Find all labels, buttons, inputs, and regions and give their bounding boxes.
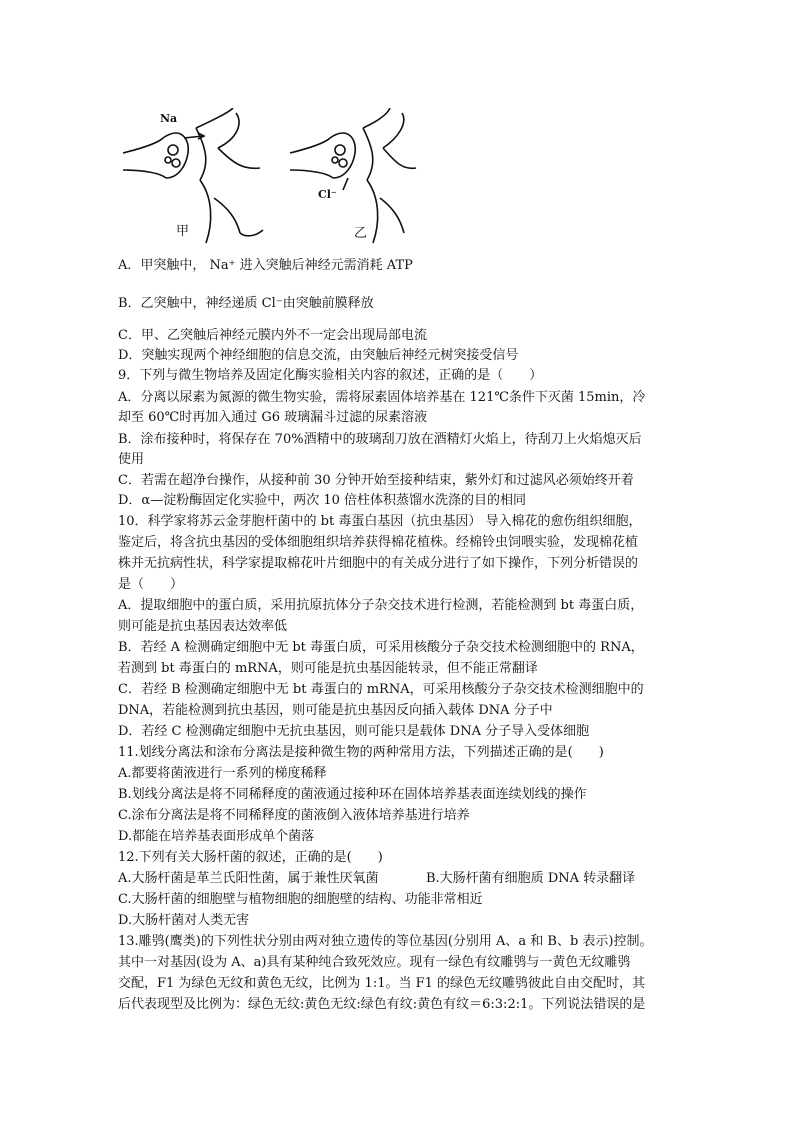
q11-option-d: D.都能在培养基表面形成单个菌落: [118, 829, 315, 844]
na-label: Na: [160, 112, 178, 125]
q8-option-c: C．甲、乙突触后神经元膜内外不一定会出现局部电流: [118, 328, 427, 343]
q11-option-a: A.都要将菌液进行一系列的梯度稀释: [118, 766, 327, 781]
q9-option-a: A．分离以尿素为氮源的微生物实验，需将尿素固体培养基在 121℃条件下灭菌 15min，冷: [118, 390, 646, 405]
q9-option-c: C．若需在超净台操作，从接种前 30 分钟开始至接种结束，紫外灯和过滤风必须始终开着: [118, 473, 634, 488]
q12-option-b: B.大肠杆菌有细胞质 DNA 转录翻译: [426, 871, 636, 886]
q10-option-b: B．若经 A 检测确定细胞中无 bt 毒蛋白质，可采用核酸分子杂交技术检测细胞中的 RNA，: [118, 640, 644, 655]
q13-line-1: 13.雕鸮(鹰类)的下列性状分别由两对独立遗传的等位基因(分别用 A、a 和 B、b 表示)控制。: [118, 934, 653, 949]
q9-option-a-cont: 却至 60℃时再加入通过 G6 玻璃漏斗过滤的尿素溶液: [118, 410, 428, 425]
q10-stem: 10．科学家将苏云金芽胞杆菌中的 bt 毒蛋白基因（抗虫基因） 导入棉花的愈伤组织细胞，: [118, 514, 642, 529]
q12-option-a: A.大肠杆菌是革兰氏阳性菌，属于兼性厌氧菌: [118, 871, 379, 886]
q10-option-b-cont: 若测到 bt 毒蛋白的 mRNA，则可能是抗虫基因能转录，但不能正常翻译: [118, 661, 538, 676]
q8-option-d: D．突触实现两个神经细胞的信息交流，由突触后神经元树突接受信号: [118, 348, 519, 363]
cl-label: Cl⁻: [318, 188, 337, 201]
q9-option-d: D．α—淀粉酶固定化实验中，两次 10 倍柱体积蒸馏水洗涤的目的相同: [118, 493, 527, 508]
q9-stem: 9．下列与微生物培养及固定化酶实验相关内容的叙述，正确的是（ ）: [118, 368, 543, 383]
q8-option-a: A．甲突触中， Na⁺ 进入突触后神经元需消耗 ATP: [118, 258, 413, 273]
q11-option-c: C.涂布分离法是将不同稀释度的菌液倒入液体培养基进行培养: [118, 808, 470, 823]
q13-line-2: 其中一对基因(设为 A、a)具有某种纯合致死效应。现有一绿色有纹雕鸮与一黄色无纹雕鸮: [118, 955, 631, 970]
q13-line-3: 交配，F1 为绿色无纹和黄色无纹，比例为 1:1。当 F1 的绿色无纹雕鸮彼此自由交配时，其: [118, 976, 646, 991]
q13-line-4: 后代表现型及比例为：绿色无纹:黄色无纹:绿色有纹:黄色有纹＝6:3:2:1。下列说法错误的是: [118, 997, 646, 1012]
label-jia: 甲: [176, 224, 190, 239]
q10-option-d: D．若经 C 检测确定细胞中无抗虫基因，则可能只是载体 DNA 分子导入受体细胞: [118, 724, 590, 739]
q8-option-b: B．乙突触中，神经递质 Cl⁻由突触前膜释放: [118, 296, 374, 311]
q10-option-c-cont: DNA，若能检测到抗虫基因，则可能是抗虫基因反向插入载体 DNA 分子中: [118, 703, 553, 718]
label-yi: 乙: [354, 226, 368, 241]
q10-option-c: C．若经 B 检测确定细胞中无 bt 毒蛋白的 mRNA，可采用核酸分子杂交技术检测细胞中的: [118, 682, 644, 697]
q10-stem-2: 鉴定后，将含抗虫基因的受体细胞组织培养获得棉花植株。经棉铃虫饲喂实验，发现棉花植: [118, 535, 639, 550]
q12-option-d: D.大肠杆菌对人类无害: [118, 913, 250, 928]
q12-option-c: C.大肠杆菌的细胞壁与植物细胞的细胞壁的结构、功能非常相近: [118, 892, 483, 907]
q10-stem-4: 是（ ）: [118, 577, 184, 592]
q9-option-b-cont: 使用: [118, 452, 145, 467]
q10-stem-3: 株并无抗病性状，科学家提取棉花叶片细胞中的有关成分进行了如下操作，下列分析错误的: [118, 556, 639, 571]
q10-option-a-cont: 则可能是抗虫基因表达效率低: [118, 619, 288, 634]
q11-option-b: B.划线分离法是将不同稀释度的菌液通过接种环在固体培养基表面连续划线的操作: [118, 787, 587, 802]
synapse-figure: [118, 108, 418, 248]
q12-stem: 12.下列有关大肠杆菌的叙述，正确的是( ): [118, 850, 383, 865]
q11-stem: 11.划线分离法和涂布分离法是接种微生物的两种常用方法，下列描述正确的是( ): [118, 745, 604, 760]
q10-option-a: A．提取细胞中的蛋白质，采用抗原抗体分子杂交技术进行检测，若能检测到 bt 毒蛋白质，: [118, 598, 644, 613]
q9-option-b: B．涂布接种时，将保存在 70%酒精中的玻璃刮刀放在酒精灯火焰上，待刮刀上火焰熄灭后: [118, 432, 642, 447]
synapse-diagram: [118, 108, 418, 248]
